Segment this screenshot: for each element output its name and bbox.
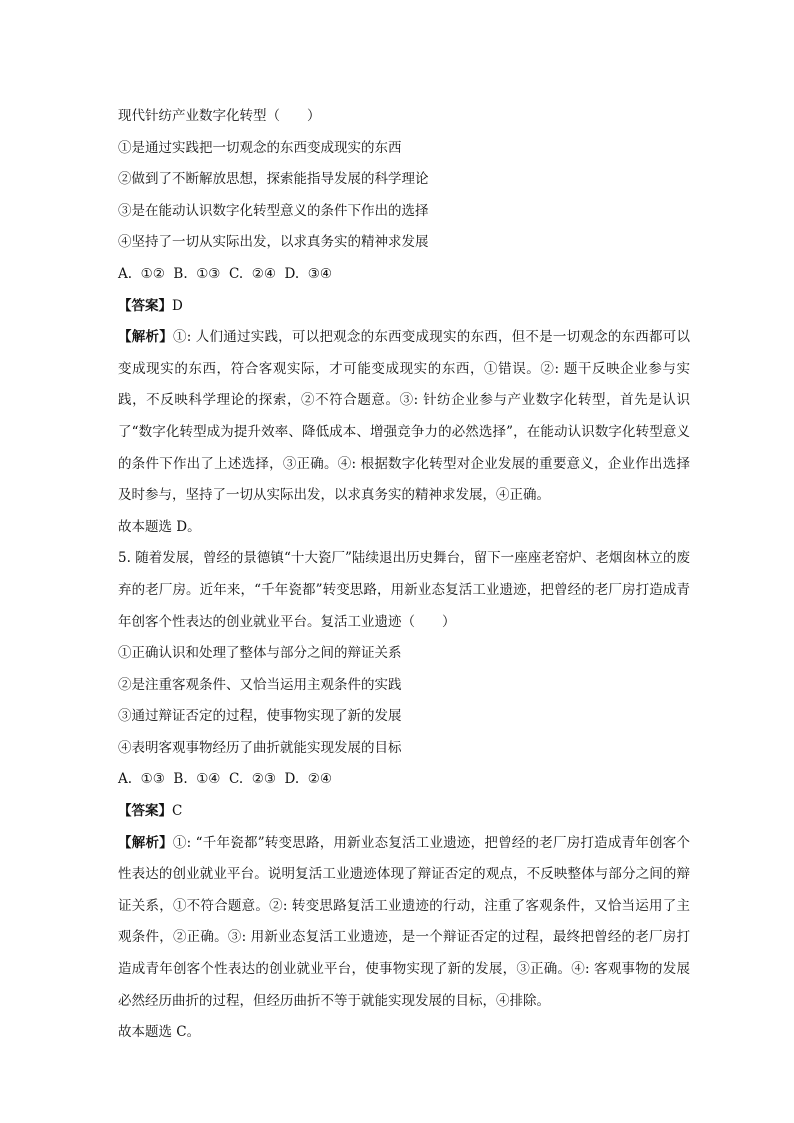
q4-options: A. ①② B. ①③ C. ②④ D. ③④ — [118, 265, 332, 282]
q5-item-2: ②是注重客观条件、又恰当运用主观条件的实践 — [118, 676, 402, 693]
q4-analysis-text: ①: 人们通过实践，可以把观念的东西变成现实的东西，但不是一切观念的东西都可以变成现实的东西，符合客观实际，才可能变成现实的东西，①错误。②: 题干反映企业参与实践，不反映科学理论的探索，②不符合题意。③: 针纺企业参与产业数字化转型，首先是认识了“数字化转型成为提升效率、降低成本、增强竞争力的必然选择”，在能动认识数字化转型意义的条件下作出了上述选择，③正确。④: 根据数字化转型对企业发展的重要意义，企业作出选择及时参与，坚持了一切从实际出发，以求真务实的精神求发展，④正确。 — [118, 329, 691, 504]
q5-item-3: ③通过辩证否定的过程，使事物实现了新的发展 — [118, 708, 402, 725]
q4-item-1: ①是通过实践把一切观念的东西变成现实的东西 — [118, 139, 402, 156]
q4-answer — [118, 291, 690, 323]
q4-analysis-tag: 【解析】 — [118, 329, 173, 346]
q5-analysis — [118, 828, 690, 1018]
q4-conclusion: 故本题选 D。 — [118, 518, 201, 535]
q5-item-1: ①正确认识和处理了整体与部分之间的辩证关系 — [118, 645, 402, 662]
q5-conclusion: 故本题选 C。 — [118, 1024, 201, 1041]
q4-answer-tag: 【答案】 — [118, 297, 172, 314]
q5-options: A. ①③ B. ①④ C. ②③ D. ②④ — [118, 771, 332, 788]
page-content — [118, 101, 690, 1049]
q5-stem: 5. 随着发展，曾经的景德镇“十大瓷厂”陆续退出历史舞台，留下一座座老窑炉、老烟囱林立的废弃的老厂房。近年来，“千年瓷都”转变思路，用新业态复活工业遗迹，把曾经的老厂房打造成青年创客个性表达的创业就业平台。复活工业遗迹（ ） — [118, 550, 690, 630]
q5-answer-tag: 【答案】 — [118, 803, 172, 820]
q5-analysis-tag: 【解析】 — [118, 834, 173, 851]
q4-item-2: ②做到了不断解放思想，探索能指导发展的科学理论 — [118, 171, 429, 188]
q5-item-4: ④表明客观事物经历了曲折就能实现发展的目标 — [118, 739, 402, 756]
q5-answer — [118, 796, 690, 828]
q5-analysis-text: ①: “千年瓷都”转变思路，用新业态复活工业遗迹，把曾经的老厂房打造成青年创客个性表达的创业就业平台。说明复活工业遗迹体现了辩证否定的观点，不反映整体与部分之间的辩证关系，①不符合题意。②: 转变思路复活工业遗迹的行动，注重了客观条件，又恰当运用了主观条件，②正确。③: 用新业态复活工业遗迹，是一个辩证否定的过程，最终把曾经的老厂房打造成青年创客个性表达的创业就业平台，使事物实现了新的发展，③正确。④: 客观事物的发展必然经历曲折的过程，但经历曲折不等于就能实现发展的目标，④排除。 — [118, 834, 690, 1009]
q4-answer-value: D — [172, 297, 183, 314]
q4-stem: 现代针纺产业数字化转型（ ） — [118, 108, 321, 124]
q5-answer-value: C — [172, 803, 183, 820]
q4-item-3: ③是在能动认识数字化转型意义的条件下作出的选择 — [118, 202, 429, 219]
q4-analysis — [118, 322, 690, 512]
q4-item-4: ④坚持了一切从实际出发，以求真务实的精神求发展 — [118, 234, 429, 251]
